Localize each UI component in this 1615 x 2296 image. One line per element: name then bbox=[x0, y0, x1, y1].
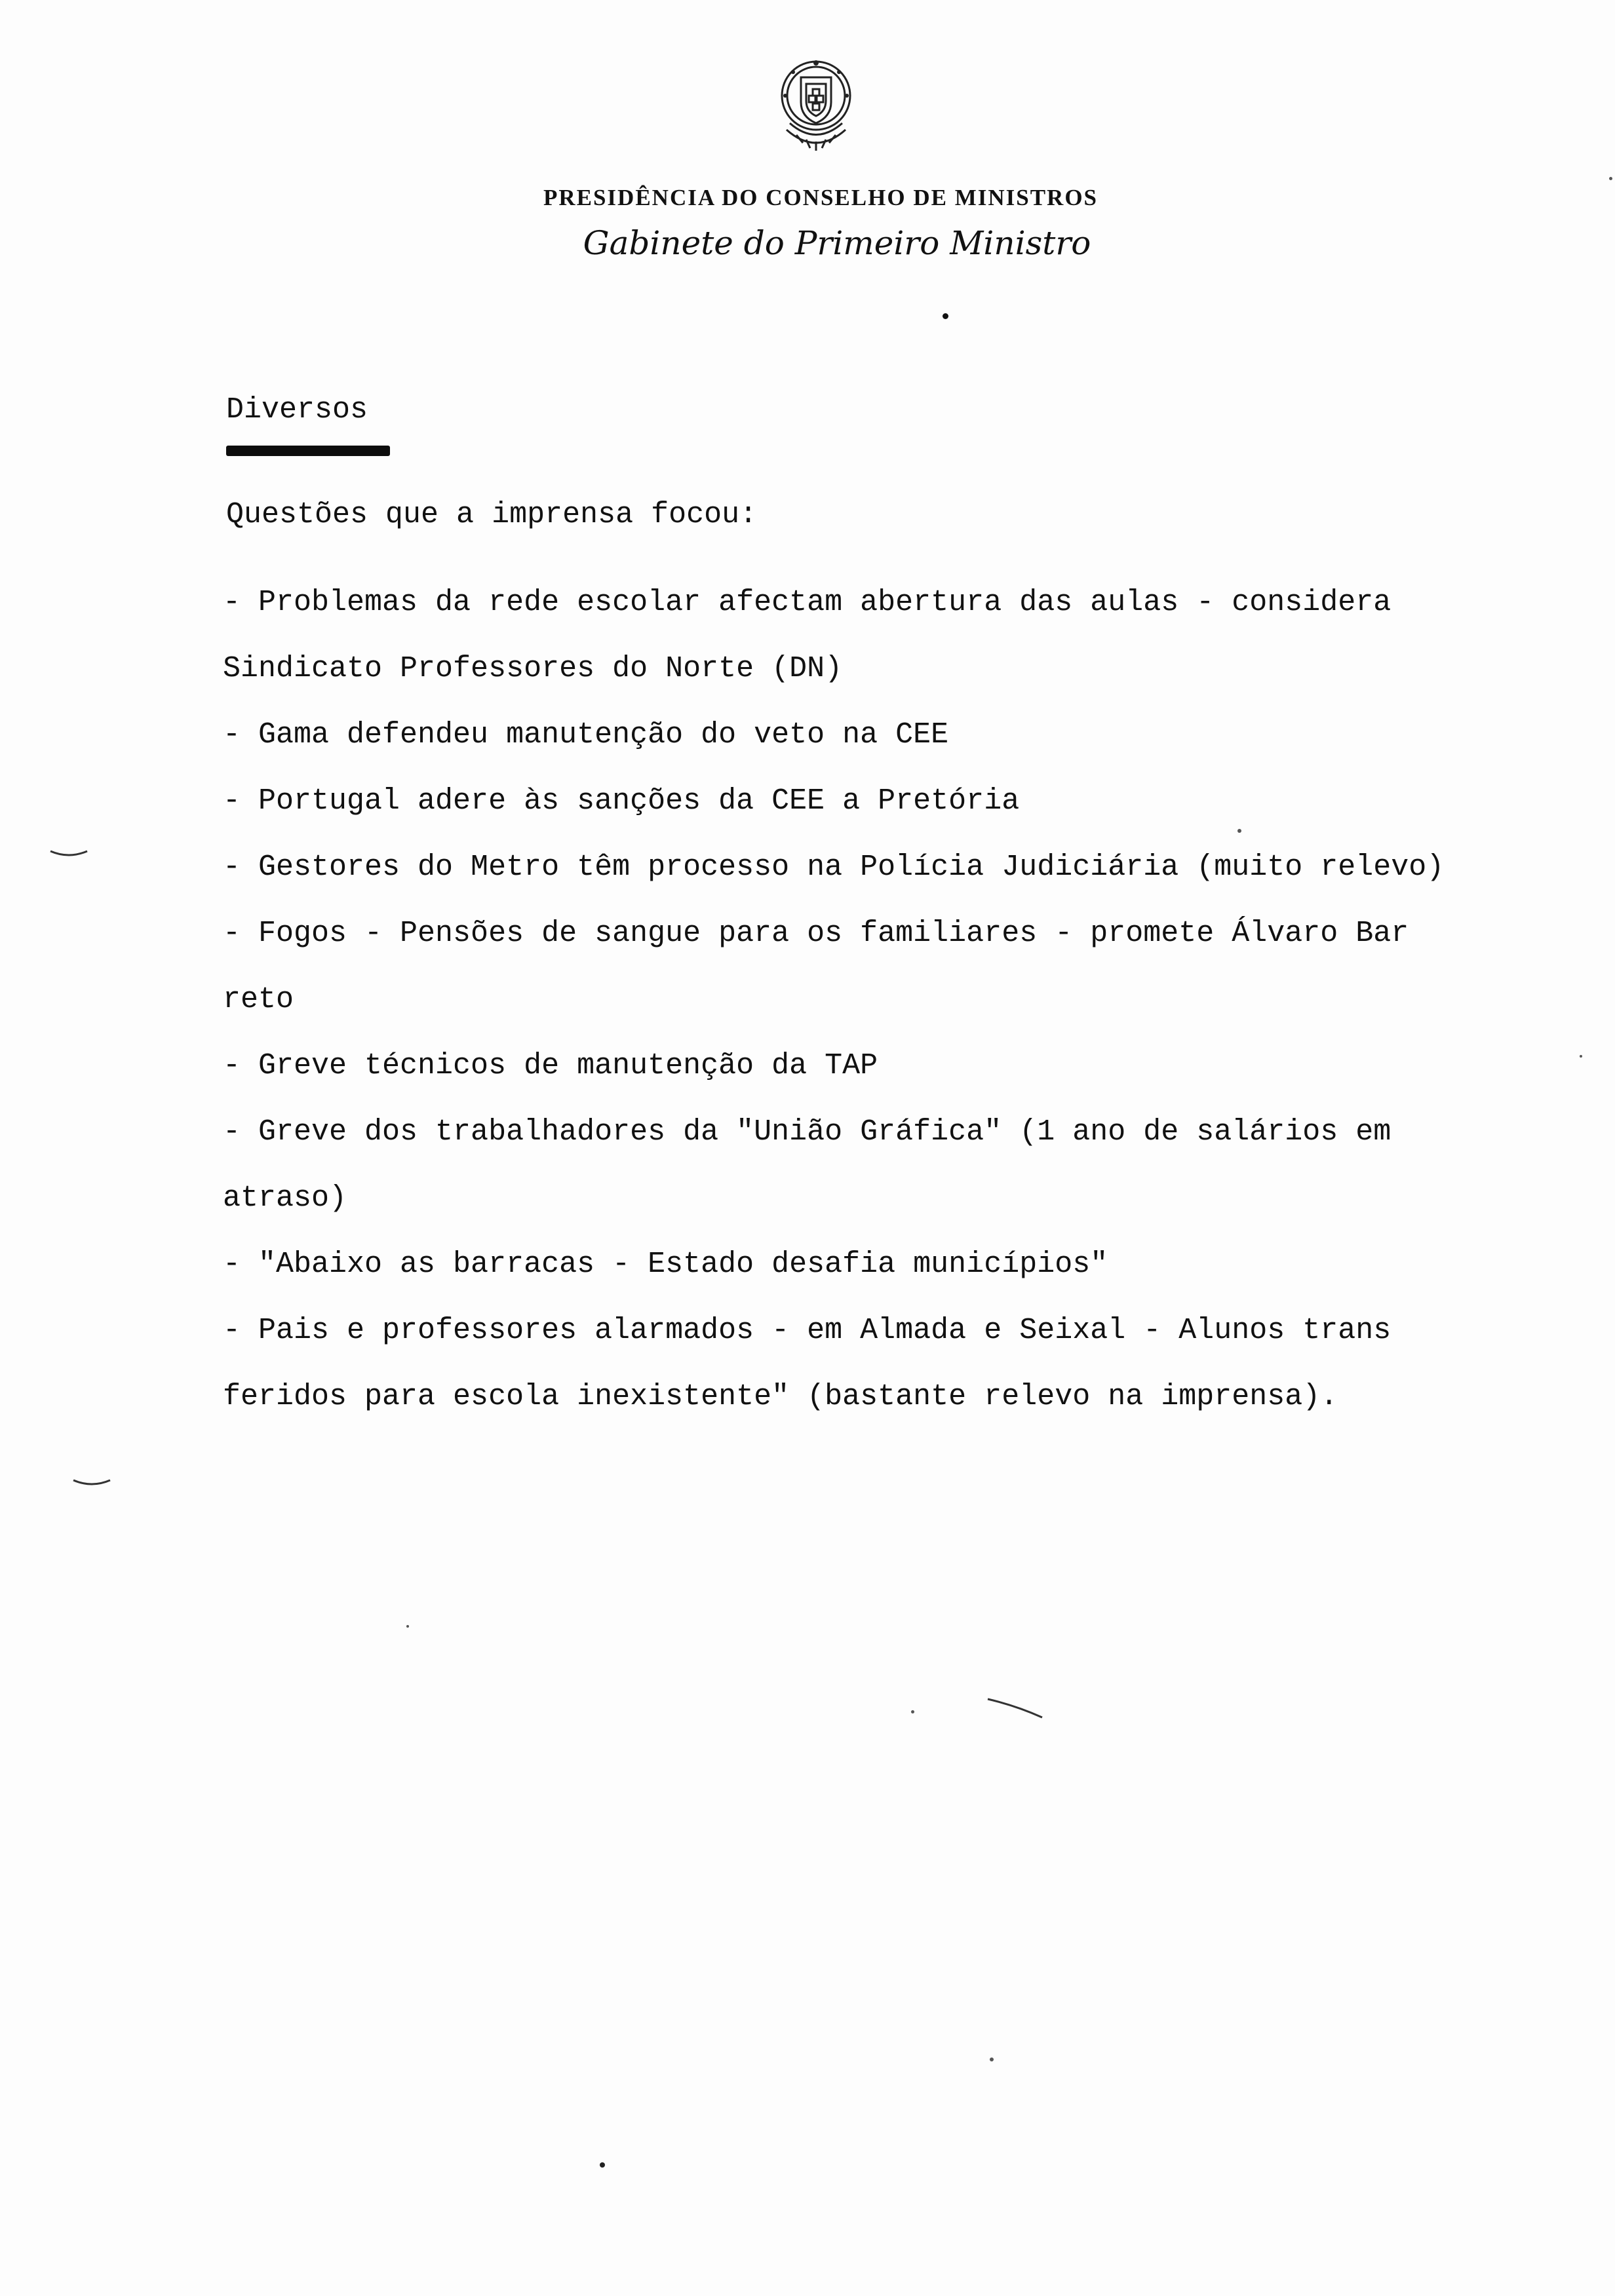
list-item: feridos para escola inexistente" (bastante relevo na imprensa). bbox=[223, 1380, 1338, 1413]
scan-speck bbox=[911, 1710, 914, 1713]
news-list bbox=[223, 583, 1606, 1444]
scan-speck bbox=[990, 2057, 994, 2061]
list-item: reto bbox=[223, 983, 294, 1016]
scan-mark bbox=[986, 1694, 1045, 1720]
intro-text: Questões que a imprensa focou: bbox=[226, 498, 758, 531]
scan-speck bbox=[600, 2162, 605, 2168]
scan-speck bbox=[406, 1625, 409, 1628]
list-item: - Problemas da rede escolar afectam abertura das aulas - considera bbox=[223, 586, 1391, 619]
list-item: - Fogos - Pensões de sangue para os familiares - promete Álvaro Bar bbox=[223, 917, 1409, 950]
scan-speck bbox=[1580, 1055, 1582, 1058]
scan-mark bbox=[49, 849, 88, 862]
list-item: - "Abaixo as barracas - Estado desafia municípios" bbox=[223, 1248, 1108, 1281]
office-title: PRESIDÊNCIA DO CONSELHO DE MINISTROS bbox=[543, 185, 1099, 210]
list-item: Sindicato Professores do Norte (DN) bbox=[223, 652, 843, 685]
list-item: - Greve técnicos de manutenção da TAP bbox=[223, 1049, 878, 1082]
list-item: atraso) bbox=[223, 1181, 347, 1215]
list-item: - Greve dos trabalhadores da "União Gráfica" (1 ano de salários em bbox=[223, 1115, 1391, 1149]
office-subtitle: Gabinete do Primeiro Ministro bbox=[583, 224, 1091, 262]
list-item: - Gestores do Metro têm processo na Polícia Judiciária (muito relevo) bbox=[223, 851, 1445, 884]
scan-speck bbox=[1237, 829, 1241, 833]
scan-speck bbox=[1609, 177, 1612, 180]
list-item: - Gama defendeu manutenção do veto na CEE bbox=[223, 718, 949, 752]
list-item: - Portugal adere às sanções da CEE a Pretória bbox=[223, 784, 1020, 818]
list-item: - Pais e professores alarmados - em Almada e Seixal - Alunos trans bbox=[223, 1314, 1391, 1347]
scan-speck bbox=[943, 313, 948, 319]
section-title: Diversos bbox=[226, 393, 368, 427]
title-underline bbox=[226, 446, 390, 456]
coat-of-arms-icon bbox=[767, 51, 865, 169]
scan-mark bbox=[72, 1478, 111, 1491]
